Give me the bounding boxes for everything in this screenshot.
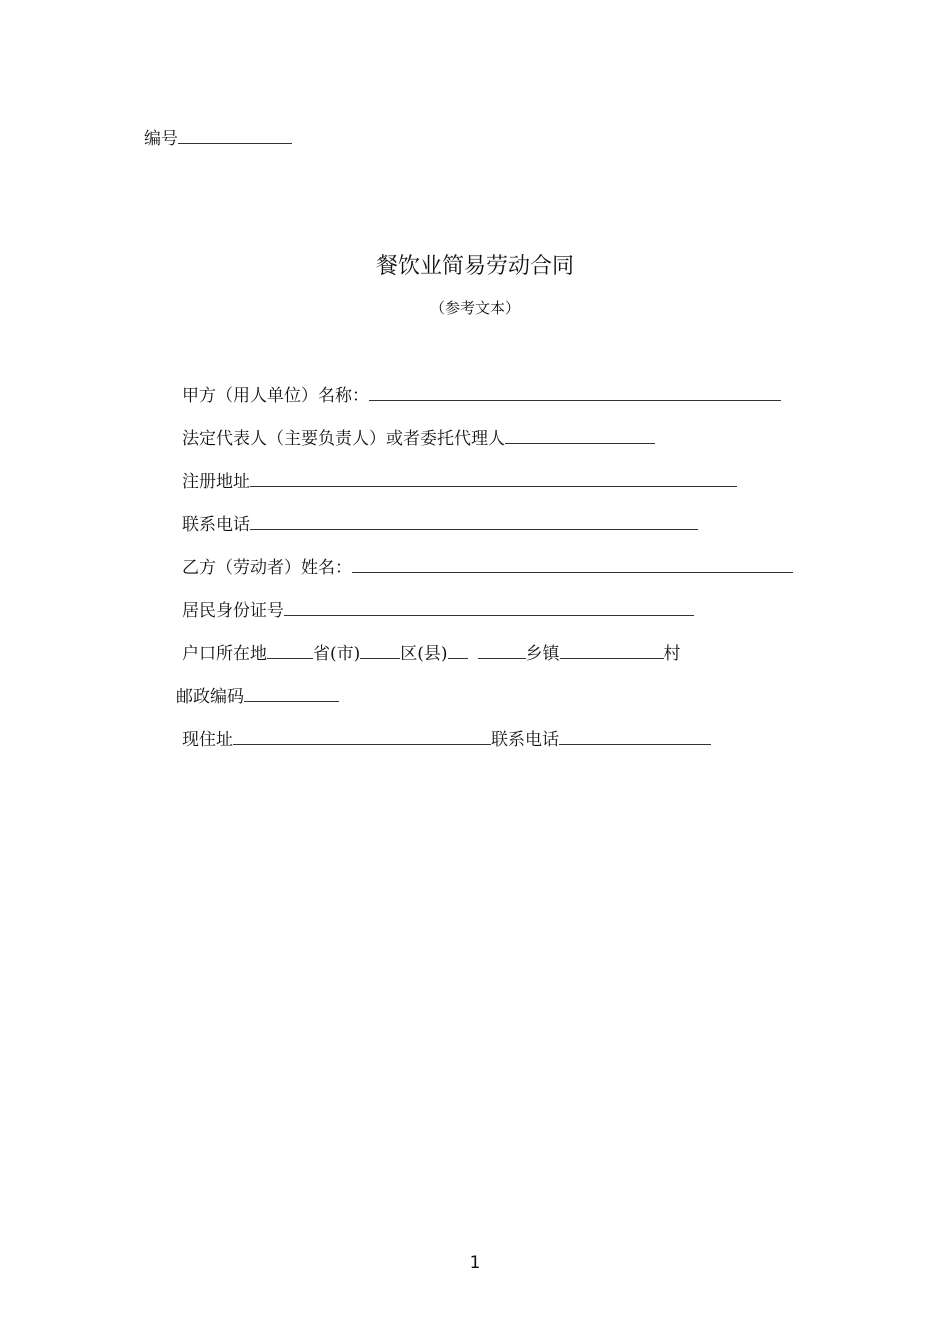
legal-representative-label: 法定代表人（主要负责人）或者委托代理人 xyxy=(182,429,505,449)
township-label: 乡镇 xyxy=(525,644,560,664)
current-address-label: 现住址 xyxy=(182,730,233,750)
employer-phone-line xyxy=(182,513,698,536)
province-label: 省(市) xyxy=(313,644,361,664)
serial-number-line xyxy=(144,127,292,150)
registered-address-label: 注册地址 xyxy=(182,472,250,492)
legal-representative-line xyxy=(182,427,655,450)
employer-name-label: 甲方（用人单位）名称： xyxy=(182,386,369,406)
document-subtitle: （参考文本） xyxy=(429,299,520,317)
village-field[interactable] xyxy=(560,642,664,659)
serial-number-label: 编号 xyxy=(144,129,178,149)
postal-code-label: 邮政编码 xyxy=(176,687,244,707)
household-registration-line xyxy=(182,642,681,665)
id-number-label: 居民身份证号 xyxy=(182,601,284,621)
serial-number-field[interactable] xyxy=(178,127,292,144)
employer-name-line xyxy=(182,384,781,407)
registered-address-line xyxy=(182,470,737,493)
employer-name-field[interactable] xyxy=(369,384,781,401)
employer-phone-field[interactable] xyxy=(250,513,698,530)
employee-phone-field[interactable] xyxy=(559,728,711,745)
employee-name-field[interactable] xyxy=(352,556,793,573)
employee-name-label: 乙方（劳动者）姓名： xyxy=(182,558,352,578)
current-address-field[interactable] xyxy=(233,728,491,745)
id-number-line xyxy=(182,599,694,622)
legal-representative-field[interactable] xyxy=(505,427,655,444)
district-extra-field[interactable] xyxy=(448,642,468,659)
district-label: 区(县) xyxy=(400,644,448,664)
province-field[interactable] xyxy=(267,642,313,659)
village-label: 村 xyxy=(663,644,681,664)
document-title: 餐饮业简易劳动合同 xyxy=(375,254,574,279)
postal-code-line xyxy=(176,685,339,708)
id-number-field[interactable] xyxy=(284,599,694,616)
postal-code-field[interactable] xyxy=(244,685,339,702)
household-label: 户口所在地 xyxy=(182,644,267,664)
employee-name-line xyxy=(182,556,793,579)
employee-phone-label: 联系电话 xyxy=(491,730,559,750)
current-address-line xyxy=(182,728,711,751)
page-number: 1 xyxy=(469,1253,481,1273)
registered-address-field[interactable] xyxy=(250,470,737,487)
employer-phone-label: 联系电话 xyxy=(182,515,250,535)
district-field[interactable] xyxy=(360,642,400,659)
township-field[interactable] xyxy=(478,642,526,659)
